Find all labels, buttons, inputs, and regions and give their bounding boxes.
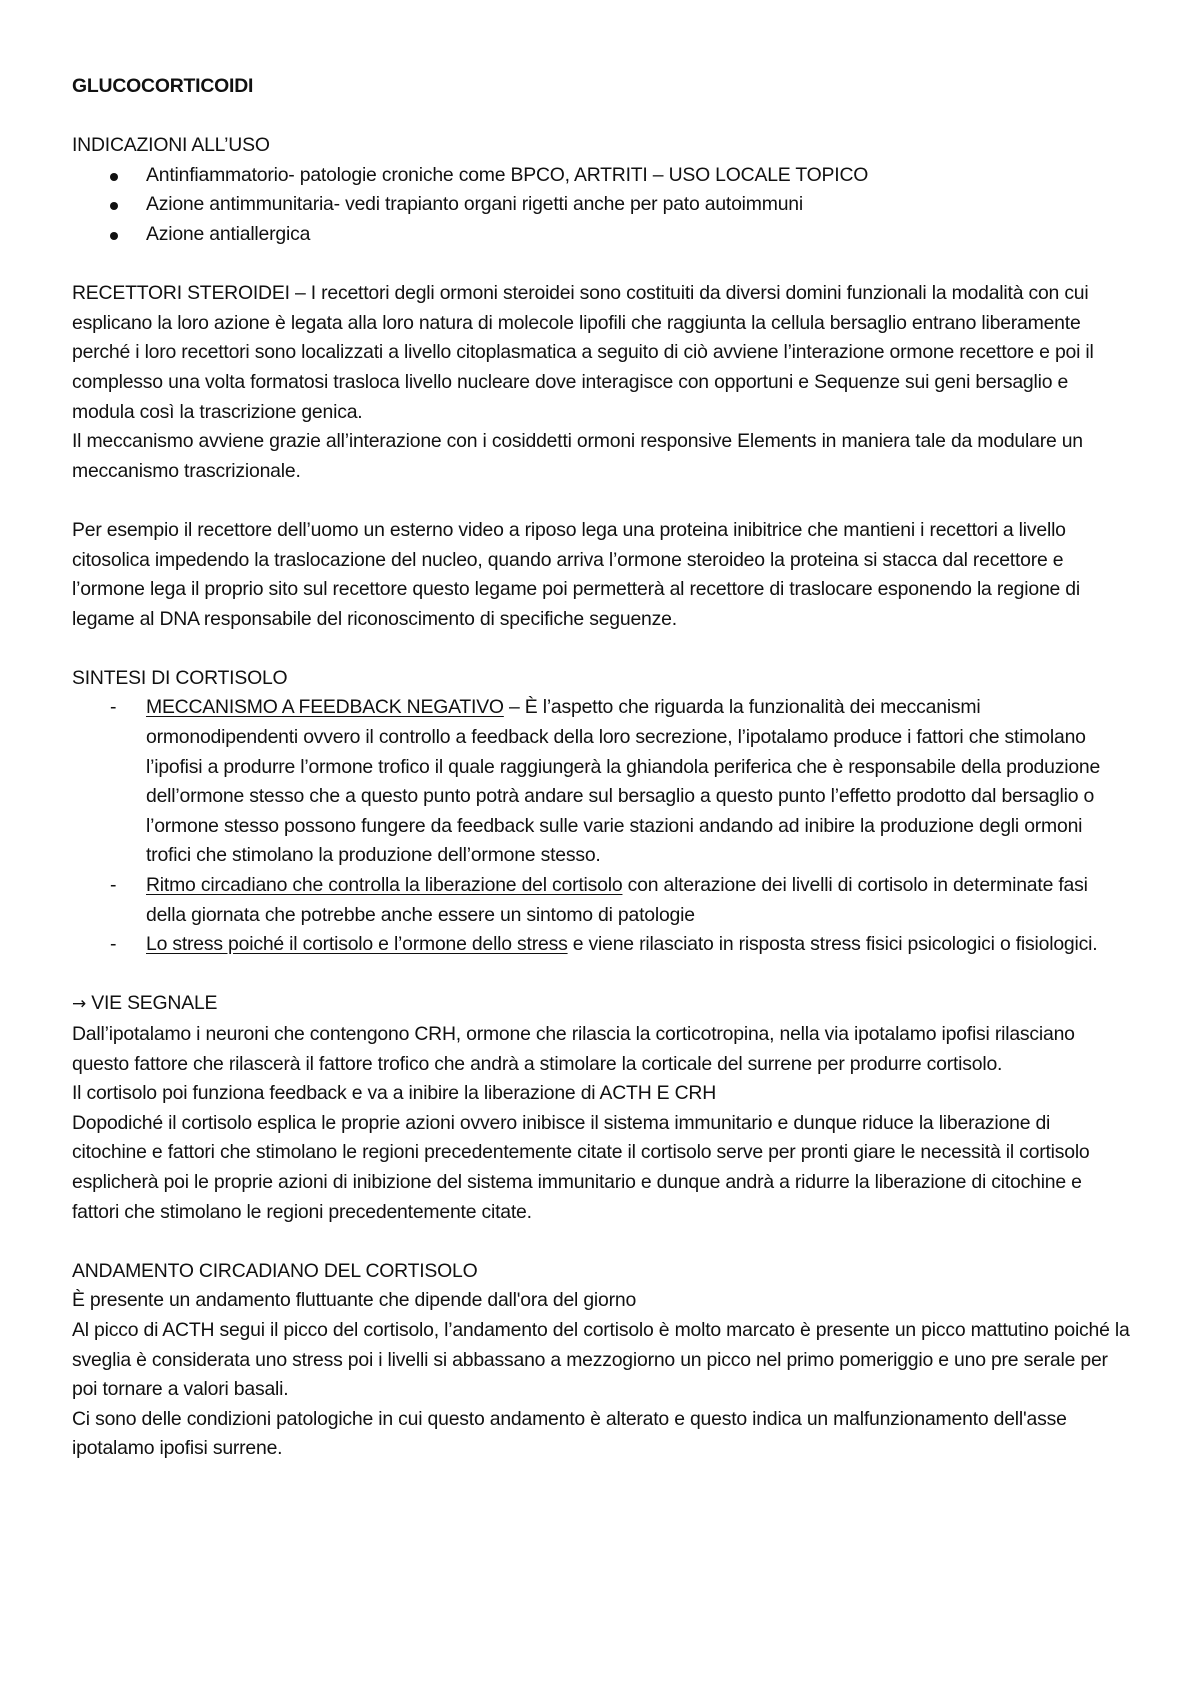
dash-marker: - — [110, 874, 117, 897]
spacer — [72, 486, 1130, 516]
vie-heading-text: VIE SEGNALE — [91, 992, 218, 1015]
indicazioni-heading: INDICAZIONI ALL’USO — [72, 134, 270, 157]
indicazioni-list — [72, 161, 1130, 250]
bullet-icon — [110, 202, 118, 210]
spacer — [72, 250, 1130, 280]
andamento-paragraph: Al picco di ACTH segui il picco del cortisolo, l’andamento del cortisolo è molto marcato è presente un picco mattutino poiché la sveglia è considerata uno stress poi i livelli si abbassano a mezzogiorno un picco nel primo pomeriggio e uno pre serale per poi tornare a valori basali. — [72, 1318, 1130, 1401]
sintesi-list — [72, 693, 1130, 959]
spacer — [72, 634, 1130, 664]
andamento-paragraph: Ci sono delle condizioni patologiche in cui questo andamento è alterato e questo indica un malfunzionamento dell'asse ipotalamo ipofisi surrene. — [72, 1407, 1067, 1460]
dash-marker: - — [110, 933, 117, 956]
dash-marker: - — [110, 696, 117, 719]
bullet-icon — [110, 232, 118, 240]
list-item-text: – È l’aspetto che riguarda la funzionalità dei meccanismi ormonodipendenti ovvero il controllo a feedback della loro secrezione, l’ipotalamo produce i fattori che stimolano l’ipofisi a produrre l’ormone trofico il quale raggiungerà la ghiandola periferica che è responsabile della produzione dell’ormone stesso che a questo punto potrà andare sul bersaglio a questo punto l’effetto prodotto dal bersaglio o l’ormone stesso possono fungere da feedback sulle varie stazioni andando ad inibire la produzione degli ormoni trofici che stimolano la produzione dell’ormone stesso. — [146, 696, 1101, 867]
recettori-paragraph: Il meccanismo avviene grazie all’interazione con i cosiddetti ormoni responsive Elements in maniera tale da modulare un meccanismo trascrizionale. — [72, 430, 1083, 482]
sintesi-heading: SINTESI DI CORTISOLO — [72, 666, 288, 689]
list-item — [72, 190, 1130, 220]
list-item — [72, 161, 1130, 191]
list-item — [72, 220, 1130, 250]
recettori-example-paragraph: Per esempio il recettore dell’uomo un esterno video a riposo lega una proteina inibitrice che mantieni i recettori a livello citosolica impedendo la traslocazione del nucleo, quando arriva l’ormone steroideo la proteina si stacca dal recettore e l’ormone lega il proprio sito sul recettore questo legame poi permetterà al recettore di traslocare esponendo la regione di legame al DNA responsabile del riconoscimento di specifiche seguenze. — [72, 518, 1080, 630]
list-item-text: e viene rilasciato in risposta stress fisici psicologici o fisiologici. — [567, 933, 1098, 956]
spacer — [72, 102, 1130, 132]
list-item-text: Azione antiallergica — [146, 222, 311, 245]
list-item-text: Antinfiammatorio- patologie croniche come BPCO, ARTRITI – USO LOCALE TOPICO — [146, 163, 869, 186]
spacer — [72, 960, 1130, 990]
underlined-term: Ritmo circadiano che controlla la liberazione del cortisolo — [146, 874, 623, 897]
vie-paragraph: Il cortisolo poi funziona feedback e va a inibire la liberazione di ACTH E CRH — [72, 1082, 717, 1105]
vie-paragraph: Dopodiché il cortisolo esplica le proprie azioni ovvero inibisce il sistema immunitario e dunque riduce la liberazione di citochine e fattori che stimolano le regioni precedentemente citate il cortisolo serve per pronti giare le necessità il cortisolo esplicherà poi le proprie azioni di inibizione del sistema immunitario e dunque andrà a ridurre la liberazione di citochine e fattori che stimolano le regioni precedentemente citate. — [72, 1111, 1090, 1223]
bullet-icon — [110, 173, 118, 181]
list-item — [72, 930, 1130, 960]
andamento-heading: ANDAMENTO CIRCADIANO DEL CORTISOLO — [72, 1259, 478, 1282]
list-item-text: Azione antimmunitaria- vedi trapianto organi rigetti anche per pato autoimmuni — [146, 193, 803, 216]
recettori-paragraph: RECETTORI STEROIDEI – I recettori degli ormoni steroidei sono costituiti da diversi domini funzionali la modalità con cui esplicano la loro azione è legata alla loro natura di molecole lipofili che raggiunta la cellula bersaglio entrano liberamente perché i loro recettori sono localizzati a livello citoplasmatica a seguito di ciò avviene l’interazione ormone recettore e poi il complesso una volta formatosi trasloca livello nucleare dove interagisce con opportuni e Sequenze sui geni bersaglio e modula così la trascrizione genica. — [72, 282, 1094, 423]
document-title: GLUCOCORTICOIDI — [72, 75, 254, 97]
list-item — [72, 693, 1130, 871]
list-item — [72, 871, 1130, 930]
vie-paragraph: Dall’ipotalamo i neuroni che contengono CRH, ormone che rilascia la corticotropina, nella via ipotalamo ipofisi rilasciano questo fattore che rilascerà il fattore trofico che andrà a stimolare la corticale del surrene per produrre cortisolo. — [72, 1023, 1075, 1075]
underlined-term: MECCANISMO A FEEDBACK NEGATIVO — [146, 696, 504, 719]
arrow-right-icon: → — [72, 994, 87, 1015]
underlined-term: Lo stress poiché il cortisolo e l’ormone dello stress — [146, 933, 568, 956]
list-item-text: con alterazione dei livelli di cortisolo in determinate fasi della giornata che potrebbe anche essere un sintomo di patologie — [146, 874, 1088, 926]
vie-heading — [72, 989, 1130, 1020]
spacer — [72, 1227, 1130, 1257]
andamento-paragraph: È presente un andamento fluttuante che dipende dall'ora del giorno — [72, 1289, 637, 1312]
